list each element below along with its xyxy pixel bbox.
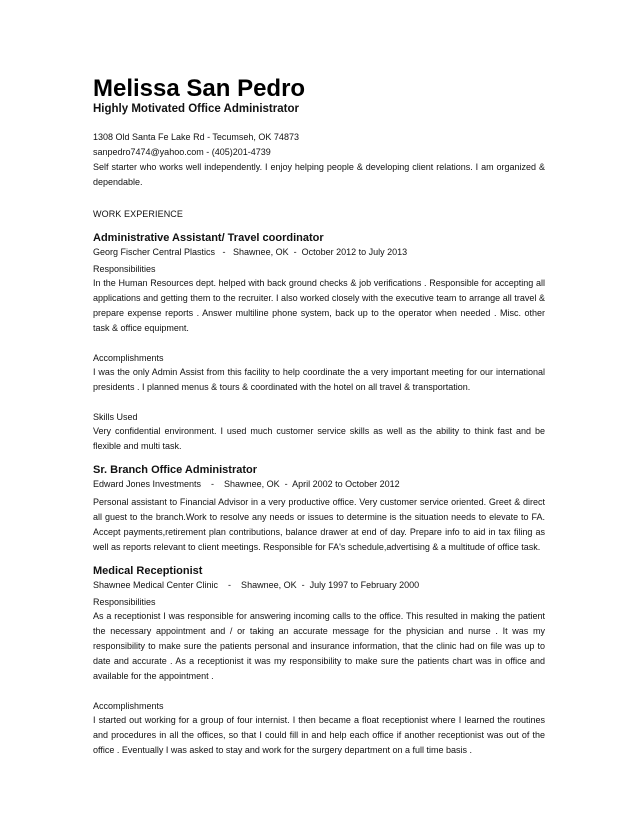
- skills-text: Very confidential environment. I used much customer service skills as well as the ability to think fast and be flexible and multi task.: [93, 426, 545, 451]
- job-meta: Georg Fischer Central Plastics - Shawnee, OK - October 2012 to July 2013: [93, 247, 408, 257]
- resume-page: [93, 76, 545, 758]
- accomplishments-label: Accomplishments: [93, 353, 164, 363]
- job-meta: Edward Jones Investments - Shawnee, OK - April 2002 to October 2012: [93, 479, 400, 489]
- job-description: Personal assistant to Financial Advisor in a very productive office. Very customer service oriented. Greet & direct all guest to the branch.Work to resolve any needs or issues to determine is the situation needs to elevate to FA. Accept payments,retirement plan contributions, balance drawer at end of day. Prepare info to aid in tax filing as well as reports relevant to client meetings. Responsible for FA's schedule,advertising & a multitude of office task.: [93, 497, 545, 552]
- accomplishments-text: I started out working for a group of four internist. I then became a float receptionist where I learned the routines and procedures in all the offices, so that I could fill in and help each office if another receptionist was out of the office . Eventually I was asked to stay and work for the surgery department on a full time basis .: [93, 715, 545, 755]
- responsibilities-text: In the Human Resources dept. helped with back ground checks & job verifications . Responsible for accepting all applications and getting them to the recruiter. I also worked closely with the executive team to arrange all travel & prepare expense reports . Answer multiline phone system, back up to the operator when needed . Misc. other task & office equipment.: [93, 278, 545, 333]
- job-entry: [93, 232, 545, 454]
- candidate-headline: Highly Motivated Office Administrator: [93, 103, 299, 115]
- candidate-name: Melissa San Pedro: [93, 75, 306, 102]
- responsibilities-text: As a receptionist I was responsible for answering incoming calls to the office. This resulted in making the patient the necessary appointment and / or taking an accurate message for the physician and nurse . It was my responsibility to make sure the patients personal and insurance information, that the clinic had on file was up to date and accurate . As a receptionist it was my responsibility to make sure the patients chart was in office and available for the appointment .: [93, 611, 545, 681]
- job-entry: [93, 565, 545, 758]
- responsibilities-label: Responsibilities: [93, 597, 156, 607]
- job-title: Administrative Assistant/ Travel coordinator: [93, 232, 324, 244]
- accomplishments-text: I was the only Admin Assist from this facility to help coordinate the a very important meeting for our international presidents . I planned menus & tours & coordinated with the hotel on all travel & transportation.: [93, 367, 545, 392]
- job-title: Sr. Branch Office Administrator: [93, 464, 258, 476]
- job-meta: Shawnee Medical Center Clinic - Shawnee, OK - July 1997 to February 2000: [93, 580, 420, 590]
- skills-label: Skills Used: [93, 412, 138, 422]
- summary-paragraph: Self starter who works well independently. I enjoy helping people & developing client relations. I am organized & dependable.: [93, 162, 545, 187]
- job-entry: [93, 464, 545, 555]
- responsibilities-label: Responsibilities: [93, 264, 156, 274]
- accomplishments-label: Accomplishments: [93, 701, 164, 711]
- contact-line: sanpedro7474@yahoo.com - (405)201-4739: [93, 147, 271, 157]
- job-title: Medical Receptionist: [93, 565, 203, 577]
- work-experience-heading: WORK EXPERIENCE: [93, 209, 184, 219]
- address-line: 1308 Old Santa Fe Lake Rd - Tecumseh, OK 74873: [93, 132, 299, 142]
